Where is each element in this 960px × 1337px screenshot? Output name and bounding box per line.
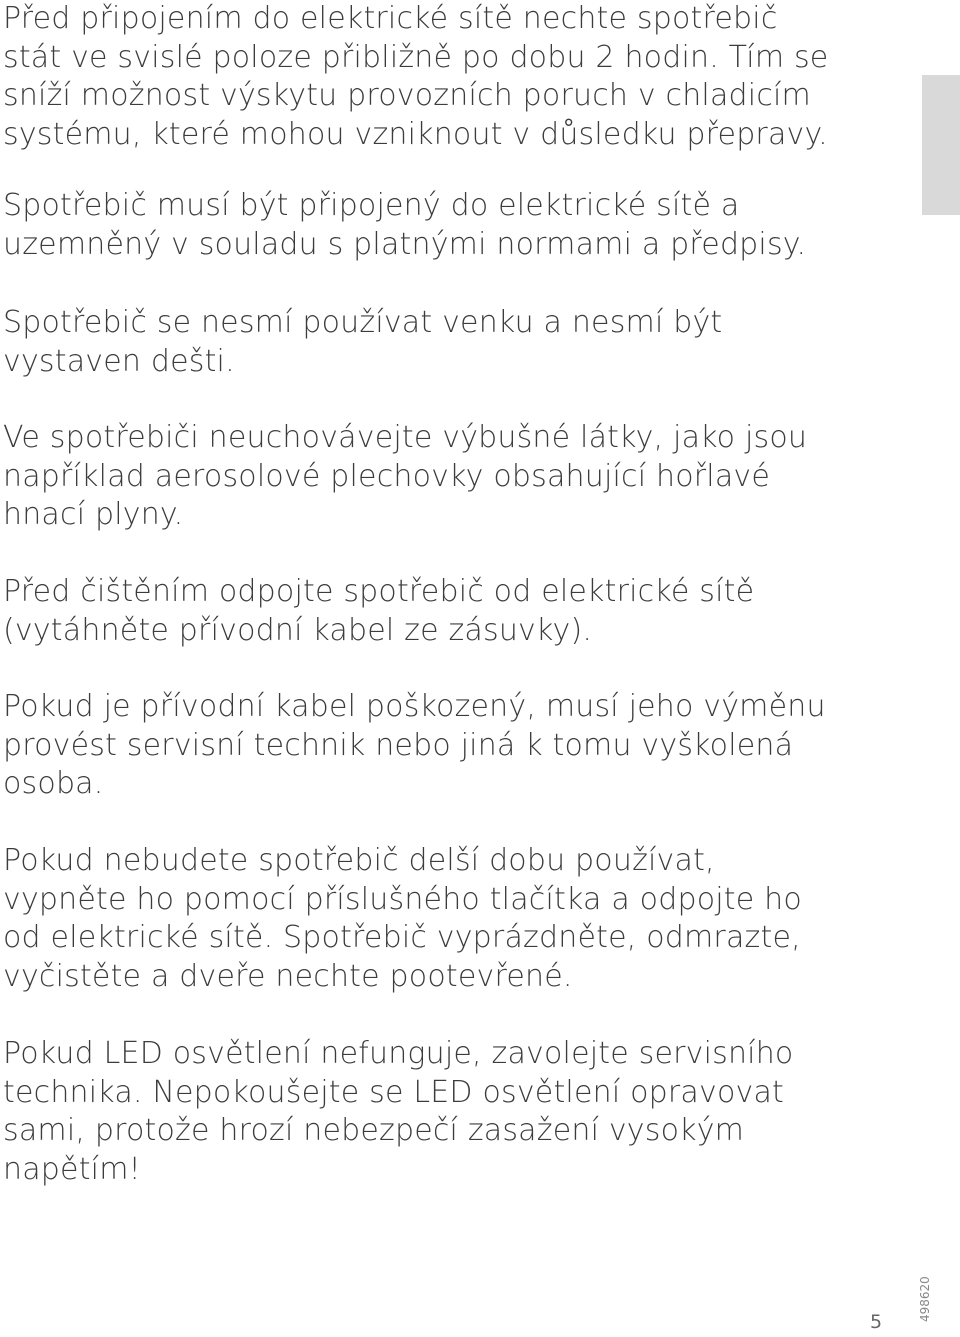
paragraph-cleaning [3,573,754,650]
paragraph-led-lighting [3,1035,793,1189]
text-line: od elektrické sítě. Spotřebič vyprázdněte, odmrazte, [3,920,801,956]
paragraph-explosives [3,419,807,535]
section-side-tab [922,75,960,215]
paragraph-cable-damage [3,688,826,804]
text-line: provést servisní technik nebo jiná k tomu vyškolená [3,727,794,763]
text-line: vypněte ho pomocí příslušného tlačítka a odpojte ho [3,881,802,917]
text-line: Před připojením do elektrické sítě nechte spotřebič [3,1,778,36]
paragraph-outdoor-use [3,304,722,381]
text-line: stát ve svislé poloze přibližně po dobu 2 hodin. Tím se [3,39,829,75]
paragraph-grounding [3,187,806,264]
text-line: Před čištěním odpojte spotřebič od elektrické sítě [3,574,755,609]
text-line: Spotřebič se nesmí používat venku a nesmí být [3,305,723,340]
paragraph-installation-wait [3,0,828,154]
text-line: technika. Nepokoušejte se LED osvětlení opravovat [3,1074,785,1110]
text-line: Spotřebič musí být připojený do elektrické sítě a [3,188,740,223]
text-line: napětím! [3,1151,141,1187]
document-code: 498620 [918,1276,932,1322]
text-line: uzemněný v souladu s platnými normami a předpisy. [3,226,807,262]
page-number: 5 [870,1311,883,1333]
paragraph-long-term-disuse [3,842,802,996]
text-line: vystaven dešti. [3,343,235,379]
text-line: vyčistěte a dveře nechte pootevřené. [3,958,573,994]
text-line: hnací plyny. [3,497,184,533]
text-line: systému, které mohou vzniknout v důsledku přepravy. [3,116,828,152]
text-line: Ve spotřebiči neuchovávejte výbušné látky, jako jsou [3,420,808,455]
text-line: Pokud nebudete spotřebič delší dobu používat, [3,843,715,878]
text-line: osoba. [3,766,104,802]
text-line: sníží možnost výskytu provozních poruch v chladicím [3,78,811,114]
text-line: sami, protože hrozí nebezpečí zasažení vysokým [3,1113,745,1149]
text-line: například aerosolové plechovky obsahující hořlavé [3,458,771,494]
text-line: (vytáhněte přívodní kabel ze zásuvky). [3,612,593,648]
text-line: Pokud LED osvětlení nefunguje, zavolejte servisního [3,1036,794,1071]
text-line: Pokud je přívodní kabel poškozený, musí jeho výměnu [3,689,826,724]
